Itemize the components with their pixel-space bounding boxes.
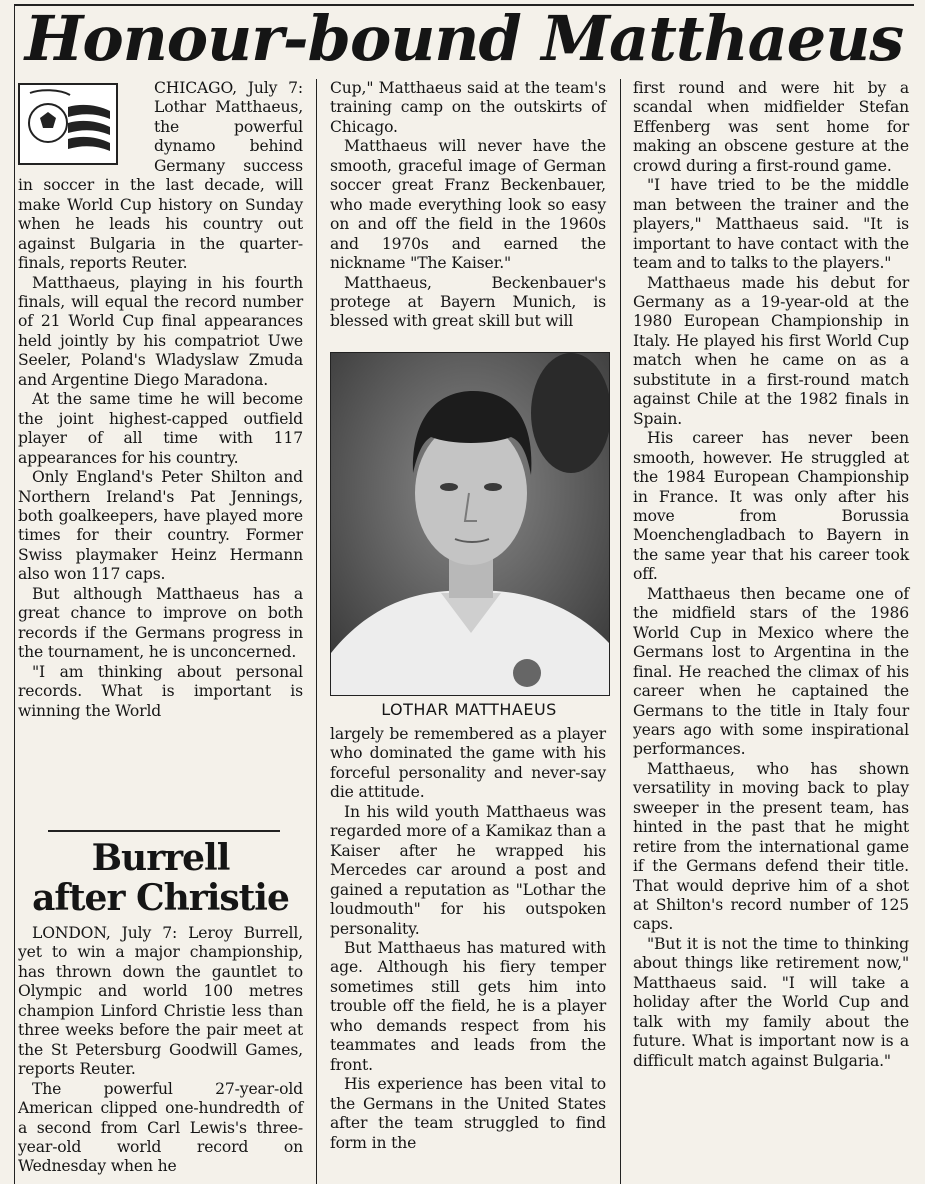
side-story-rule	[48, 830, 280, 832]
paragraph: Matthaeus, playing in his fourth finals, will equal the record number of 21 World Cup final appearances held jointly by his compatriot Uwe Seeler, Poland's Wladyslaw Zmuda and Argentine Diego Maradona.	[18, 273, 303, 389]
paragraph: At the same time he will become the joint highest-capped outfield player of all time with 117 appearances for his country.	[18, 390, 303, 467]
side-story-body	[18, 924, 303, 1177]
main-story-column-2-bottom	[330, 725, 606, 1153]
side-headline-line2: after Christie	[32, 877, 289, 919]
paragraph: But although Matthaeus has a great chance to improve on both records if the Germans progress in the tournament, he is unconcerned.	[18, 584, 303, 662]
paragraph: Only England's Peter Shilton and Northern Ireland's Pat Jennings, both goalkeepers, have played more times for their country. Former Swiss playmaker Heinz Hermann also won 117 caps.	[18, 468, 303, 584]
paragraph: The powerful 27-year-old American clipped one-hundredth of a second from Carl Lewis's three-year-old world record on Wednesday when he	[18, 1079, 303, 1176]
column-rule-2	[620, 79, 621, 1184]
side-headline-line1: Burrell	[91, 837, 230, 879]
paragraph: first round and were hit by a scandal when midfielder Stefan Effenberg was sent home for making an obscene gesture at the crowd during a first-round game.	[633, 79, 909, 175]
paragraph: His career has never been smooth, however. He struggled at the 1984 European Championship in France. It was only after his move from Borussia Moenchengladbach to Bayern in the same year that his career took off.	[633, 429, 909, 584]
player-portrait-photo	[330, 352, 610, 696]
paragraph: largely be remembered as a player who dominated the game with his forceful personality and never-say die attitude.	[330, 725, 606, 802]
main-story-column-1	[18, 79, 303, 721]
photo-caption: LOTHAR MATTHAEUS	[381, 700, 557, 719]
paragraph: "But it is not the time to thinking about things like retirement now," Matthaeus said. "I will take a holiday after the World Cup and talk with my family about the future. What is important now is a difficult match against Bulgaria."	[633, 934, 909, 1070]
paragraph: Matthaeus, who has shown versatility in moving back to play sweeper in the present team, has hinted in the past that he might retire from the international game if the Germans defend their title. That would deprive him of a shot at Shilton's record number of 125 caps.	[633, 759, 909, 934]
paragraph: "I have tried to be the middle man between the trainer and the players," Matthaeus said. "It is important to have contact with the team and to talks to the players."	[633, 176, 909, 273]
paragraph: In his wild youth Matthaeus was regarded more of a Kamikaz than a Kaiser after he wrapped his Mercedes car around a post and gained a reputation as "Lothar the loudmouth" for his outspoken personality.	[330, 802, 606, 938]
paragraph: "I am thinking about personal records. What is important is winning the World	[18, 662, 303, 720]
paragraph: Matthaeus then became one of the midfield stars of the 1986 World Cup in Mexico where the Germans lost to Argentina in the final. He reached the climax of his career when he captained the Germans to the title in Italy four years ago with some inspirational performances.	[633, 584, 909, 759]
headline: Honour-bound Matthaeus	[24, 2, 904, 75]
logo-box	[18, 83, 146, 169]
column-rule-left	[14, 4, 15, 1184]
paragraph: Cup," Matthaeus said at the team's training camp on the outskirts of Chicago.	[330, 79, 606, 136]
main-story-column-2-top	[330, 79, 606, 332]
paragraph: LONDON, July 7: Leroy Burrell, yet to win a major championship, has thrown down the gauntlet to Olympic and world 100 metres champion Linford Christie less than three weeks before the pair meet at the St Petersburg Goodwill Games, reports Reuter.	[18, 924, 303, 1079]
paragraph: Matthaeus, Beckenbauer's protege at Bayern Munich, is blessed with great skill but will	[330, 273, 606, 331]
world-cup-94-logo-icon	[18, 83, 118, 165]
paragraph: CHICAGO, July 7: Lothar Matthaeus, the powerful dynamo behind Germany success in soccer in the last decade, will make World Cup history on Sunday when he leads his country out against Bulgaria in the quarter-finals, reports Reuter.	[18, 79, 303, 273]
side-story-headline	[18, 838, 303, 922]
paragraph: But Matthaeus has matured with age. Although his fiery temper sometimes still gets him into trouble off the field, he is a player who demands respect from his teammates and leads from the front.	[330, 938, 606, 1074]
paragraph: Matthaeus will never have the smooth, graceful image of German soccer great Franz Beckenbauer, who made everything look so easy on and off the field in the 1960s and 1970s and earned the nickname "The Kaiser."	[330, 137, 606, 273]
paragraph: His experience has been vital to the Germans in the United States after the team struggled to find form in the	[330, 1075, 606, 1152]
main-story-column-3	[633, 79, 909, 1071]
paragraph: Matthaeus made his debut for Germany as a 19-year-old at the 1980 European Championship in Italy. He played his first World Cup match when he came on as a substitute in a first-round match against Chile at the 1982 finals in Spain.	[633, 273, 909, 428]
column-rule-1	[316, 79, 317, 1184]
